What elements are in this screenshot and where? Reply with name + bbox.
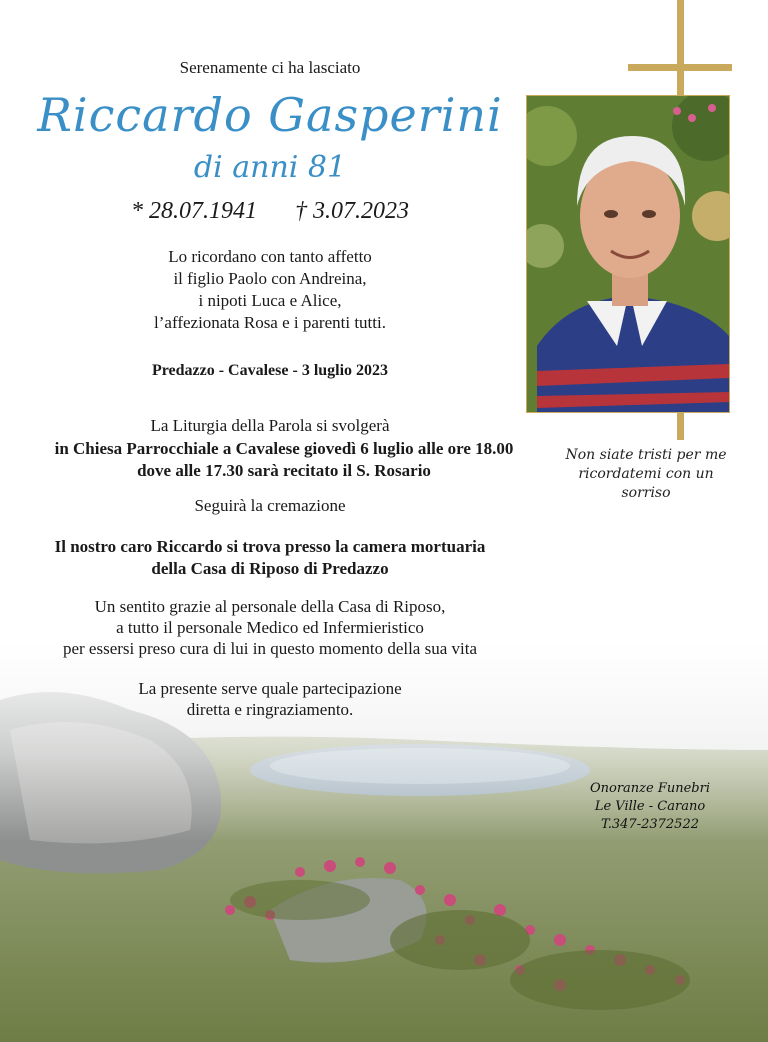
- portrait-photo: [526, 95, 730, 413]
- cremation-text: Seguirà la cremazione: [194, 496, 346, 515]
- liturgy-details: [0, 438, 568, 482]
- cross-horizontal-bar: [628, 64, 732, 71]
- mortuary-line: Il nostro caro Riccardo si trova presso la camera mortuaria: [54, 537, 486, 556]
- closing-text: [0, 678, 540, 720]
- life-dates: [0, 198, 540, 225]
- quote-line: Non siate tristi per me: [565, 447, 727, 463]
- death-date: † 3.07.2023: [295, 198, 409, 224]
- place-date: Predazzo - Cavalese - 3 luglio 2023: [151, 362, 389, 379]
- closing-line: diretta e ringraziamento.: [186, 700, 354, 719]
- remember-line: l’affezionata Rosa e i parenti tutti.: [154, 313, 386, 332]
- closing-line: La presente serve quale partecipazione: [138, 679, 402, 698]
- liturgy-line: in Chiesa Parrocchiale a Cavalese giovedì 6 luglio alle ore 18.00: [54, 439, 514, 458]
- thanks-line: a tutto il personale Medico ed Infermieristico: [116, 618, 424, 637]
- funeral-home-info: [566, 780, 734, 834]
- intro-text: Serenamente ci ha lasciato: [179, 58, 361, 77]
- funeral-home-location: Le Ville - Carano: [594, 799, 706, 814]
- remember-line: il figlio Paolo con Andreina,: [173, 269, 367, 288]
- deceased-age: di anni 81: [193, 150, 347, 185]
- birth-date: * 28.07.1941: [131, 198, 257, 224]
- thanks-text: [0, 596, 540, 659]
- funeral-home-phone: T.347-2372522: [601, 817, 699, 832]
- mortuary-line: della Casa di Riposo di Predazzo: [151, 559, 389, 578]
- thanks-line: per essersi preso cura di lui in questo momento della sua vita: [62, 639, 478, 658]
- deceased-name: Riccardo Gasperini: [37, 88, 503, 142]
- quote-line: sorriso: [621, 485, 671, 501]
- mortuary-text: [0, 536, 540, 580]
- quote-line: ricordatemi con un: [578, 466, 714, 482]
- funeral-home-name: Onoranze Funebri: [589, 781, 711, 796]
- memorial-quote: [548, 446, 744, 503]
- liturgy-intro: La Liturgia della Parola si svolgerà: [150, 416, 390, 435]
- remember-line: i nipoti Luca e Alice,: [198, 291, 342, 310]
- liturgy-line: dove alle 17.30 sarà recitato il S. Rosario: [137, 461, 431, 480]
- remembrance-text: [0, 246, 540, 334]
- remember-line: Lo ricordano con tanto affetto: [168, 247, 372, 266]
- thanks-line: Un sentito grazie al personale della Casa di Riposo,: [94, 597, 446, 616]
